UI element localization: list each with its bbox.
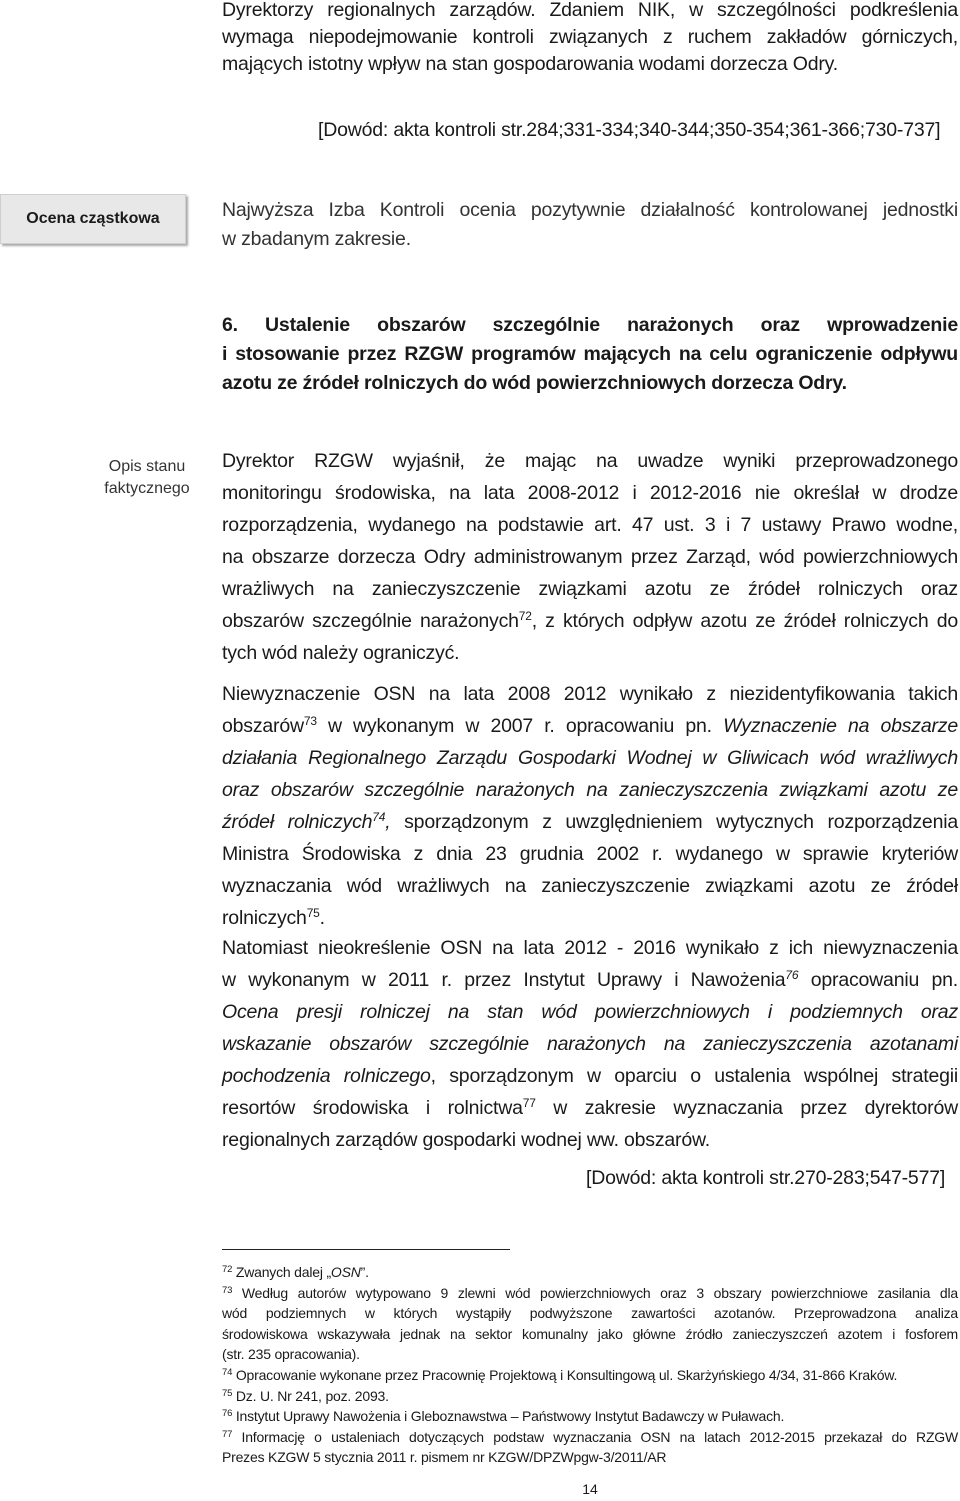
text-fragment: .: [319, 907, 325, 929]
italic-title-fragment: pochodzenia rolniczego: [222, 1065, 431, 1087]
footnote-ref-74[interactable]: 74: [372, 810, 386, 824]
footnote-number: 73: [222, 1284, 233, 1296]
evidence-reference: [Dowód: akta kontroli str.284;331-334;340-344;350-354;361-366;730-737]: [318, 119, 941, 141]
footnotes: [222, 1262, 958, 1468]
text-fragment: w wykonanym w 2011 r. przez Instytut Uprawy i Nawożenia: [222, 969, 786, 991]
footnote-72: [222, 1262, 958, 1283]
text-fragment: resortów środowiska i rolnictwa: [222, 1097, 523, 1119]
heading-line: 6. Ustalenie obszarów szczególnie narażonych oraz wprowadzenie: [222, 314, 958, 336]
footnote-text: Informację o ustaleniach dotyczących podstaw wyznaczania OSN na latach 2012-2015 przekazał do RZGW: [232, 1428, 958, 1445]
text-line: [222, 774, 958, 806]
text-fragment: ,: [385, 811, 391, 833]
text-line: [222, 1060, 958, 1092]
footnote-77-cont: Prezes KZGW 5 stycznia 2011 r. pismem nr KZGW/DPZWpgw-3/2011/AR: [222, 1449, 667, 1466]
text-fragment: , sporządzonym w oparciu o ustalenia wspólnej strategii: [430, 1065, 958, 1087]
text-line: [222, 806, 958, 838]
text-line: wrażliwych na zanieczyszczenie związkami azotu ze źródeł rolniczych oraz: [222, 578, 958, 600]
facts-description-label: [82, 456, 212, 500]
text-line: Natomiast nieokreślenie OSN na lata 2012 - 2016 wynikało z ich niewyznaczenia: [222, 937, 958, 959]
text-line: wymaga niepodejmowanie kontroli związanych z ruchem zakładów górniczych,: [222, 26, 958, 48]
footnote-text: Dz. U. Nr 241, poz. 2093.: [232, 1387, 389, 1404]
footnote-73-cont: wód podziemnych w których wystąpiły podwyższone zawartości azotanów. Przeprowadzona analiza: [222, 1305, 958, 1322]
text-line: Dyrektorzy regionalnych zarządów. Zdaniem NIK, w szczególności podkreślenia: [222, 0, 958, 21]
footnote-text: Według autorów wytypowano 9 zlewni wód powierzchniowych oraz 3 obszary powierzchniowe zasilania dla: [232, 1284, 958, 1301]
section-heading: [222, 311, 958, 398]
footnote-75: [222, 1386, 958, 1407]
text-fragment: opracowaniu pn.: [798, 969, 958, 991]
text-line: [222, 1028, 958, 1060]
italic-title-fragment: oraz obszarów szczególnie narażonych na zanieczyszczenia związkami azotu ze: [222, 779, 958, 801]
footnote-text: ”.: [360, 1264, 369, 1280]
footnote-text: Instytut Uprawy Nawożenia i Gleboznawstwa – Państwowy Instytut Badawczy w Puławach.: [232, 1408, 785, 1425]
paragraph-2: [222, 678, 958, 934]
paragraph-1: [222, 445, 958, 669]
footnote-73-cont: środowiskowa wskazywała jednak na sektor komunalny jako główne źródło zanieczyszczeń azotem i fosforem: [222, 1325, 958, 1342]
italic-title-fragment: działania Regionalnego Zarządu Gospodarki Wodnej w Gliwicach wód wrażliwych: [222, 747, 958, 769]
text-line: [222, 742, 958, 774]
partial-assessment-label: Ocena cząstkowa: [0, 194, 186, 244]
text-fragment: w wykonanym w 2007 r. opracowaniu pn.: [316, 715, 724, 737]
label-line: faktycznego: [104, 480, 190, 497]
text-line: wyznaczania wód wrażliwych na zanieczyszczenie związkami azotu ze źródeł: [222, 875, 958, 897]
page-number: 14: [582, 1481, 598, 1497]
text-line: [222, 964, 958, 996]
text-line: [222, 996, 958, 1028]
text-line: mających istotny wpływ na stan gospodarowania wodami dorzecza Odry.: [222, 53, 838, 75]
italic-title-fragment: Wyznaczenie na obszarze: [723, 715, 958, 737]
italic-title-fragment: Ocena presji rolniczej na stan wód powierzchniowych i podziemnych oraz: [222, 1001, 958, 1023]
text-line: Najwyższa Izba Kontroli ocenia pozytywnie działalność kontrolowanej jednostki: [222, 199, 958, 221]
text-line: monitoringu środowiska, na lata 2008-2012 i 2012-2016 nie określał w drodze: [222, 482, 958, 504]
heading-line: azotu ze źródeł rolniczych do wód powierzchniowych dorzecza Odry.: [222, 372, 847, 394]
heading-line: i stosowanie przez RZGW programów mających na celu ograniczenie odpływu: [222, 343, 958, 365]
evidence-reference: [Dowód: akta kontroli str.270-283;547-577]: [586, 1167, 946, 1189]
footnote-number: 77: [222, 1428, 233, 1440]
continuation-paragraph: [222, 0, 958, 78]
footnote-number: 72: [222, 1264, 233, 1275]
text-line: Niewyznaczenie OSN na lata 2008 2012 wynikało z niezidentyfikowania takich: [222, 683, 958, 705]
footnote-76: [222, 1406, 958, 1427]
footnote-73: [222, 1283, 958, 1304]
footnote-text: Opracowanie wykonane przez Pracownię Projektową i Konsultingową ul. Skarżyńskiego 4/34, 31-866 Kraków.: [232, 1366, 898, 1383]
text-line: rozporządzenia, wydanego na podstawie art. 47 ust. 3 i 7 ustawy Prawo wodne,: [222, 514, 958, 536]
footnote-number: 76: [222, 1408, 233, 1420]
footnote-ref-77[interactable]: 77: [522, 1096, 536, 1110]
text-line: na obszarze dorzecza Odry administrowanym przez Zarząd, wód powierzchniowych: [222, 546, 958, 568]
text-fragment: obszarów: [222, 715, 304, 737]
footnote-separator: [222, 1249, 510, 1250]
text-line: regionalnych zarządów gospodarki wodnej ww. obszarów.: [222, 1129, 711, 1151]
text-line: [222, 1092, 958, 1124]
footnote-74: [222, 1365, 958, 1386]
partial-assessment-text: [222, 196, 958, 254]
text-fragment: sporządzonym z uwzględnieniem wytycznych rozporządzenia: [390, 811, 958, 833]
footnote-ref-72[interactable]: 72: [518, 609, 532, 623]
footnote-77: [222, 1427, 958, 1448]
text-fragment: w zakresie wyznaczania przez dyrektorów: [535, 1097, 959, 1119]
text-fragment: rolniczych: [222, 907, 307, 929]
italic-title-fragment: wskazanie obszarów szczególnie narażonych na zanieczyszczenia azotanami: [222, 1033, 958, 1055]
text-line: w zbadanym zakresie.: [222, 228, 411, 250]
paragraph-3: [222, 932, 958, 1156]
footnote-ref-76[interactable]: 76: [785, 968, 799, 982]
footnote-text: Zwanych dalej „: [232, 1264, 331, 1280]
text-line: Dyrektor RZGW wyjaśnił, że mając na uwadze wyniki przeprowadzonego: [222, 450, 958, 472]
footnote-number: 75: [222, 1387, 233, 1399]
text-line: [222, 710, 958, 742]
text-fragment: , z których odpływ azotu ze źródeł rolniczych do: [531, 610, 958, 632]
label-line: Opis stanu: [108, 458, 186, 475]
text-line: [222, 605, 958, 637]
footnote-text: OSN: [330, 1264, 361, 1280]
text-line: [222, 902, 958, 934]
footnote-ref-73[interactable]: 73: [303, 714, 317, 728]
text-line: tych wód należy ograniczyć.: [222, 642, 460, 664]
footnote-ref-75[interactable]: 75: [306, 906, 320, 920]
text-fragment: obszarów szczególnie narażonych: [222, 610, 519, 632]
footnote-number: 74: [222, 1366, 233, 1378]
text-line: Ministra Środowiska z dnia 23 grudnia 2002 r. wydanego w sprawie kryteriów: [222, 843, 958, 865]
footnote-73-cont: (str. 235 opracowania).: [222, 1346, 360, 1363]
italic-title-fragment: źródeł rolniczych: [222, 811, 373, 833]
